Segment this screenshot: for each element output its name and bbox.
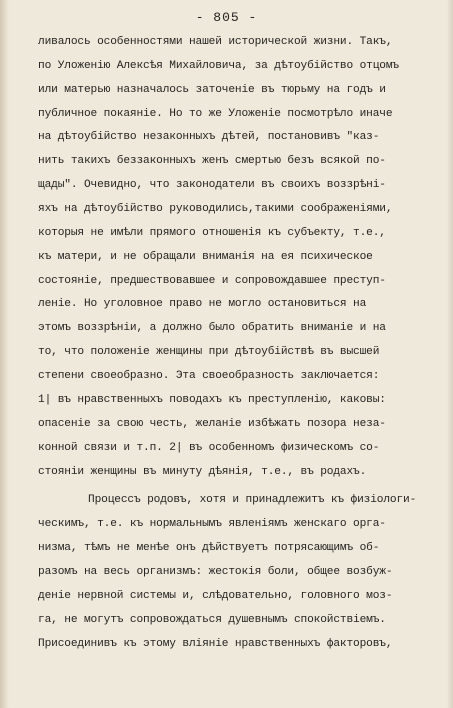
text-line: по Уложенію Алексѣя Михайловича, за дѣтоубійство отцомъ	[38, 60, 399, 72]
text-line: низма, тѣмъ не менѣе онъ дѣйствуетъ потрясающимъ об-	[38, 542, 380, 554]
text-line: яхъ на дѣтоубійство руководились,такими соображеніями,	[38, 203, 393, 215]
text-line: опасеніе за свою честь, желаніе избѣжать позора неза-	[38, 418, 386, 430]
page-edge-shadow	[0, 0, 9, 708]
text-line: нить такихъ беззаконныхъ женъ смертью безъ всякой по-	[38, 155, 386, 167]
text-line: стояніи женщины въ минуту дѣянія, т.е., въ родахъ.	[38, 466, 367, 478]
text-line: щады". Очевидно, что законодатели въ своихъ воззрѣні-	[38, 179, 386, 191]
text-line: ческимъ, т.е. къ нормальнымъ явленіямъ женскаго орга-	[38, 518, 386, 530]
text-line: Присоединивъ къ этому вліяніе нравственныхъ факторовъ,	[38, 638, 393, 650]
text-line: этомъ воззрѣніи, а должно было обратить вниманіе и на	[38, 322, 386, 334]
text-line: деніе нервной системы и, слѣдовательно, головного моз-	[38, 590, 393, 602]
text-line: которыя не имѣли прямого отношенія къ субъекту, т.е.,	[38, 227, 386, 239]
text-line: на дѣтоубійство незаконныхъ дѣтей, постановивъ "каз-	[38, 131, 380, 143]
text-line: 1| въ нравственныхъ поводахъ къ преступленію, каковы:	[38, 394, 386, 406]
text-line: то, что положеніе женщины при дѣтоубійствѣ въ высшей	[38, 346, 380, 358]
text-line: ливалось особенностями нашей исторической жизни. Такъ,	[38, 36, 393, 48]
text-line: состояніе, предшествовавшее и сопровождавшее преступ-	[38, 275, 386, 287]
text-line: га, не могутъ сопровождаться душевнымъ спокойствіемъ.	[38, 614, 386, 626]
text-line: Процессъ родовъ, хотя и принадлежитъ къ физіологи-	[88, 494, 417, 506]
page-number: - 805 -	[195, 10, 258, 25]
text-line: степени своеобразно. Эта своеобразность заключается:	[38, 370, 380, 382]
text-line: конной связи и т.п. 2| въ особенномъ физическомъ со-	[38, 442, 380, 454]
text-line: леніе. Но уголовное право не могло остановиться на	[38, 298, 367, 310]
text-line: или матерью назначалось заточеніе въ тюрьму на годъ и	[38, 84, 386, 96]
text-line: разомъ на весь организмъ: жестокія боли, общее возбуж-	[38, 566, 393, 578]
text-line: къ матери, и не обращали вниманія на ея психическое	[38, 251, 373, 263]
text-line: публичное покаяніе. Но то же Уложеніе посмотрѣло иначе	[38, 108, 393, 120]
